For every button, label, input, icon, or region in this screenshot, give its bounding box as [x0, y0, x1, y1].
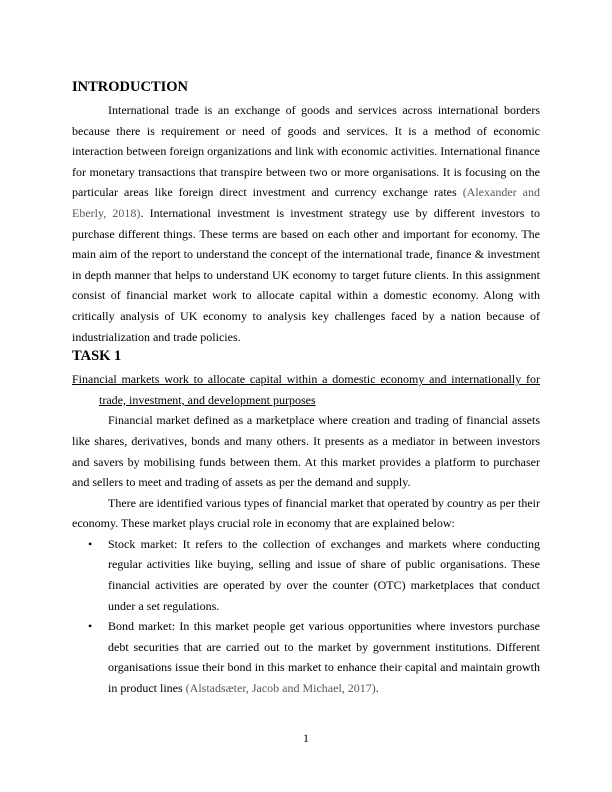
list-item-bond-market — [72, 616, 540, 698]
citation-alexander-eberly: (Alexander and Eberly, 2018) — [72, 185, 541, 220]
introduction-text-continued: . International investment is investment strategy use by different investors to purchase different things. These terms are based on each other and important for economy. The main aim of the report to understand the concept of the international trade, finance & investment in depth manner that helps to understand UK economy to target future clients. In this assignment consist of financial market work to allocate capital within a domestic economy. Along with critically analysis of UK economy to analysis key challenges faced by a nation because of industrialization and trade policies. — [72, 205, 541, 344]
page-content — [72, 78, 540, 699]
bullet-icon: • — [88, 619, 93, 634]
market-types-list — [72, 534, 540, 699]
introduction-text: International trade is an exchange of goods and services across international borders because there is requirement or need of goods and services. It is a method of economic interaction between foreign organizations and link with economic activities. International finance for monetary transactions that transpire between two or more organisations. It is focusing on the particular areas like foreign direct investment and currency exchange rates — [72, 103, 540, 200]
introduction-paragraph — [72, 100, 540, 347]
list-item-text: Stock market: It refers to the collection of exchanges and markets where conducting regular activities like buying, selling and issue of share of public organisations. These financial activities are operated by over the counter (OTC) marketplaces that conduct under a set regulations. — [108, 536, 540, 613]
citation-alstadsaeter: (Alstadsæter, Jacob and Michael, 2017) — [185, 681, 376, 696]
list-item-end: . — [375, 681, 379, 696]
task1-paragraph-1: Financial market defined as a marketplace where creation and trading of financial assets like shares, derivatives, bonds and many others. It presents as a mediator in between investors and savers by mobilising funds between them. At this market provides a platform to purchaser and sellers to meet and trading of assets as per the demand and supply. — [72, 413, 540, 490]
bullet-icon: • — [88, 536, 93, 551]
task1-heading: TASK 1 — [72, 348, 122, 365]
page-number: 1 — [303, 731, 309, 745]
list-item-stock-market — [72, 534, 540, 616]
task1-subheading: Financial markets work to allocate capital within a domestic economy and internationally for trade, investment, and development purposes — [72, 372, 540, 407]
task1-paragraph-2: There are identified various types of financial market that operated by country as per their economy. These market plays crucial role in economy that are explained below: — [72, 495, 540, 531]
list-item-text: Bond market: In this market people get various opportunities where investors purchase debt securities that are carried out to the market by government institutions. Different organisations issue their bond in this market to enhance their capital and maintain growth in product lines — [108, 619, 540, 696]
introduction-heading: INTRODUCTION — [72, 79, 189, 95]
